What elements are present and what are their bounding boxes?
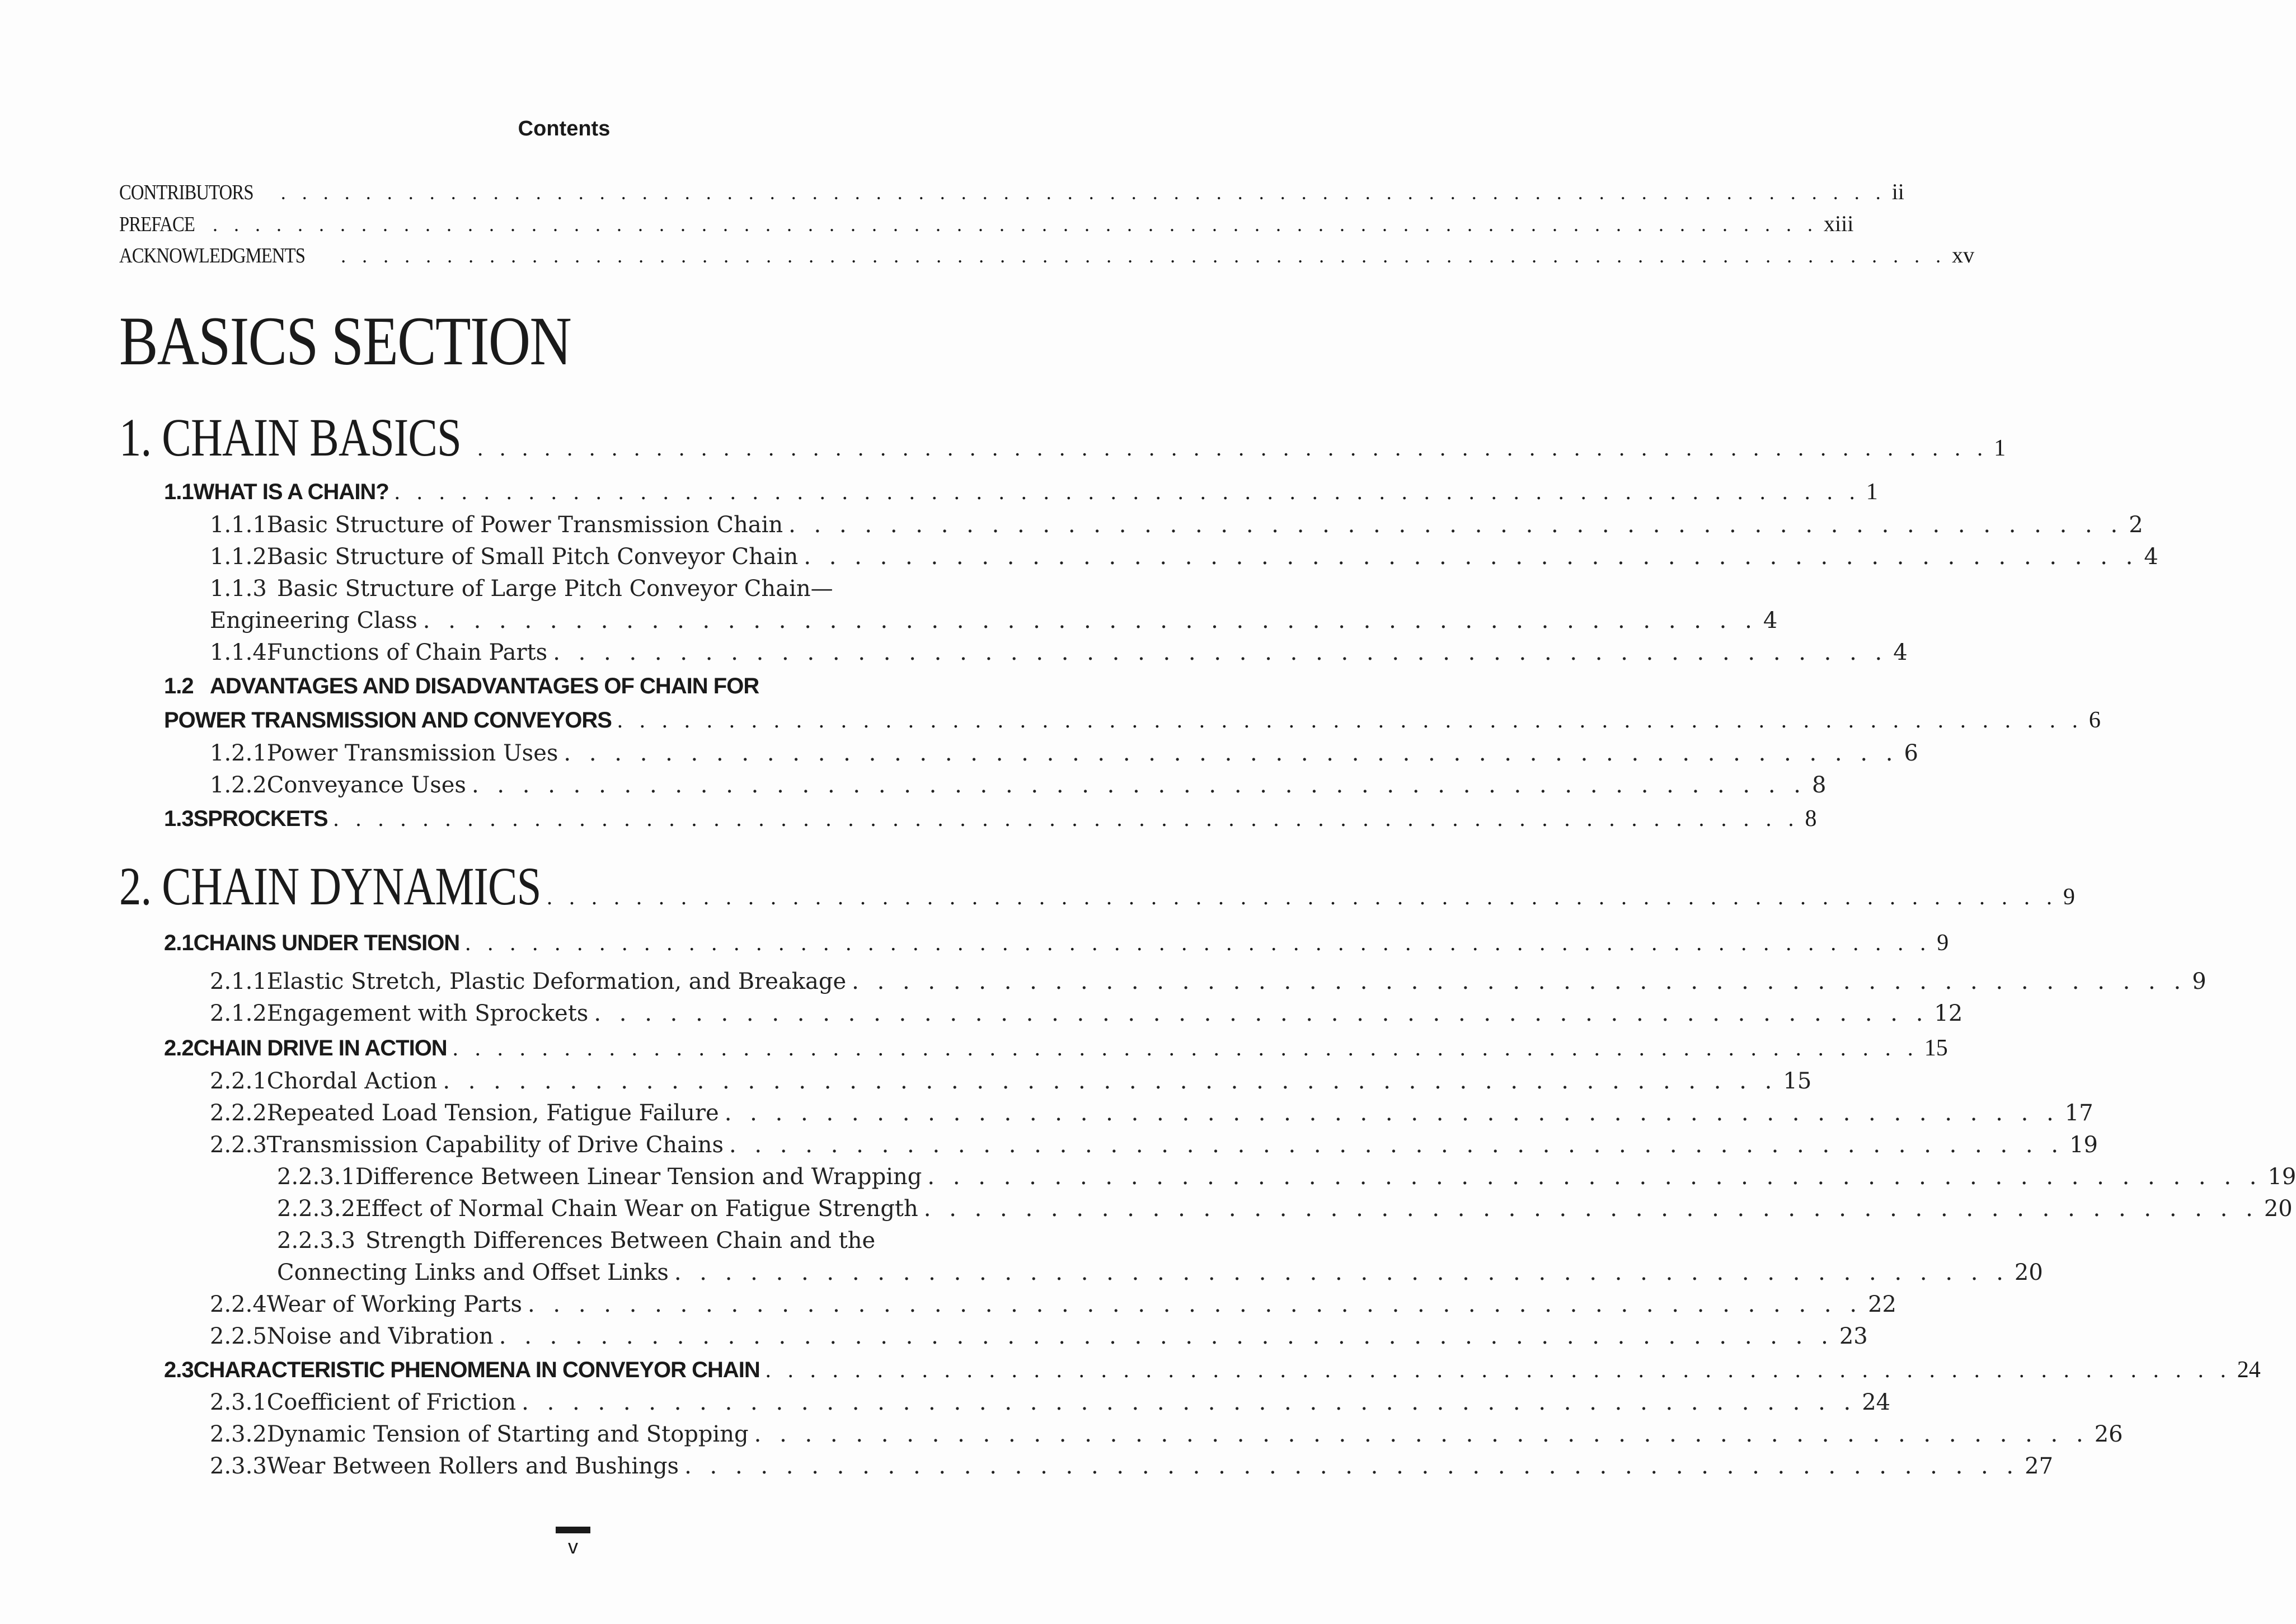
dot-leader: . . . . . . . . . . . . . . . . . . . . . . . . . . . . . . . . . . . . . . . . . . . . . . . . . . . . . bbox=[471, 772, 1806, 798]
toc-subsection-1-1-2[interactable] bbox=[210, 541, 2158, 573]
dot-leader: . . . . . . . . . . . . . . . . . . . . . . . . . . . . . . . . . . . . . . . . . . . . . . . . . . . . . . . . . . . . . . . . . . . . bbox=[477, 435, 1989, 461]
subsection-title: Chordal Action bbox=[266, 1068, 438, 1094]
dot-leader: . . . . . . . . . . . . . . . . . . . . . . . . . . . . . . . . . . . . . . . . . . . . . . . . . . . . . bbox=[724, 1100, 2059, 1126]
toc-entry-label: PREFACE bbox=[119, 213, 195, 236]
dot-leader: . . . . . . . . . . . . . . . . . . . . . . . . . . . . . . . . . . . . . . . . . . . . . . . . . . . . . bbox=[522, 1390, 1857, 1415]
dot-leader: . . . . . . . . . . . . . . . . . . . . . . . . . . . . . . . . . . . . . . . . . . . . . . . . . . . . . . . . . . . . . . . . . . bbox=[765, 1357, 2232, 1382]
section-number: 1.1 bbox=[164, 480, 194, 504]
dot-leader: . . . . . . . . . . . . . . . . . . . . . . . . . . . . . . . . . . . . . . . . . . . . . . . . . . . . . . . . . . . . . . . . . . bbox=[452, 1035, 1919, 1060]
subsection-title: Basic Structure of Small Pitch Conveyor Chain bbox=[266, 544, 799, 570]
toc-page-number: 12 bbox=[1934, 1001, 1963, 1026]
dot-leader: . . . . . . . . . . . . . . . . . . . . . . . . . . . . . . . . . . . . . . . . . . . . . . . . . . . . . . . . . . . . . . . . . . . . . . . . . . . . bbox=[280, 181, 1886, 204]
page-number: v bbox=[568, 1535, 578, 1558]
toc-section-2-1[interactable] bbox=[164, 926, 1949, 960]
subsection-title: Wear Between Rollers and Bushings bbox=[266, 1453, 679, 1479]
toc-entry-acknowledgments[interactable] bbox=[119, 240, 1975, 271]
toc-chapter-2[interactable] bbox=[119, 853, 2076, 920]
toc-section-1-1[interactable] bbox=[164, 475, 1878, 509]
item-title: Effect of Normal Chain Wear on Fatigue Strength bbox=[355, 1196, 918, 1222]
dot-leader: . . . . . . . . . . . . . . . . . . . . . . . . . . . . . . . . . . . . . . . . . . . . . . . . . . . . . . . . . . . . . . . . . . . . bbox=[547, 884, 2058, 909]
toc-page-number: 1 bbox=[1866, 479, 1878, 505]
toc-subsection-2-2-1[interactable] bbox=[210, 1066, 1812, 1097]
toc-page-number: 8 bbox=[1812, 772, 1827, 798]
toc-page-number: 19 bbox=[2069, 1132, 2098, 1158]
subsection-number: 1.1.4 bbox=[210, 640, 267, 665]
section-number: 2.2 bbox=[164, 1036, 194, 1060]
toc-item-2-2-3-3-cont[interactable] bbox=[277, 1257, 2043, 1289]
toc-page-number: 24 bbox=[1862, 1390, 1891, 1415]
subsection-number: 2.2.5 bbox=[210, 1323, 267, 1349]
dot-leader: . . . . . . . . . . . . . . . . . . . . . . . . . . . . . . . . . . . . . . . . . . . . . . . . . . . . . bbox=[499, 1323, 1834, 1349]
subsection-title: Coefficient of Friction bbox=[266, 1390, 517, 1415]
subsection-title: Repeated Load Tension, Fatigue Failure bbox=[266, 1100, 719, 1126]
subsection-number: 2.2.3 bbox=[210, 1132, 267, 1158]
dot-leader: . . . . . . . . . . . . . . . . . . . . . . . . . . . . . . . . . . . . . . . . . . . . . . . . . . . . . bbox=[788, 512, 2124, 538]
dot-leader: . . . . . . . . . . . . . . . . . . . . . . . . . . . . . . . . . . . . . . . . . . . . . . . . . . . . . . . . . . . . . . . . . . . . . . . . . . . . bbox=[341, 245, 1947, 267]
toc-entry-contributors[interactable] bbox=[119, 177, 1904, 208]
toc-section-2-3[interactable] bbox=[164, 1353, 2261, 1387]
dot-leader: . . . . . . . . . . . . . . . . . . . . . . . . . . . . . . . . . . . . . . . . . . . . . . . . . . . . . . . . . . . . . . . . . . bbox=[394, 479, 1861, 504]
subsection-title: Functions of Chain Parts bbox=[266, 640, 548, 665]
toc-page-number: 24 bbox=[2237, 1357, 2261, 1383]
toc-page-number: 15 bbox=[1783, 1068, 1812, 1094]
section-number: 2.1 bbox=[164, 931, 194, 955]
dot-leader: . . . . . . . . . . . . . . . . . . . . . . . . . . . . . . . . . . . . . . . . . . . . . . . . . . . . . bbox=[553, 640, 1888, 665]
dot-leader: . . . . . . . . . . . . . . . . . . . . . . . . . . . . . . . . . . . . . . . . . . . . . . . . . . . . . . . . . . . . . . . . . . bbox=[333, 806, 1800, 831]
subsection-number: 2.2.1 bbox=[210, 1068, 267, 1094]
toc-subsection-2-3-3[interactable] bbox=[210, 1451, 2054, 1482]
dot-leader: . . . . . . . . . . . . . . . . . . . . . . . . . . . . . . . . . . . . . . . . . . . . . . . . . . . . . bbox=[804, 544, 2139, 570]
dot-leader: . . . . . . . . . . . . . . . . . . . . . . . . . . . . . . . . . . . . . . . . . . . . . . . . . . . . . . . . . . . . . . . . . . bbox=[465, 930, 1932, 955]
toc-subsection-1-1-3[interactable] bbox=[210, 573, 1009, 605]
folio-rule bbox=[556, 1527, 590, 1533]
toc-page-number: 23 bbox=[1839, 1323, 1868, 1349]
toc-page-number: 6 bbox=[1904, 740, 1918, 766]
section-title: CHARACTERISTIC PHENOMENA IN CONVEYOR CHAIN bbox=[193, 1358, 760, 1382]
item-title-continued: Connecting Links and Offset Links bbox=[277, 1260, 669, 1285]
dot-leader: . . . . . . . . . . . . . . . . . . . . . . . . . . . . . . . . . . . . . . . . . . . . . . . . . . . . . bbox=[754, 1421, 2089, 1447]
subsection-title: Conveyance Uses bbox=[266, 772, 466, 798]
toc-subsection-2-2-3[interactable] bbox=[210, 1129, 2098, 1161]
toc-subsection-2-3-2[interactable] bbox=[210, 1419, 2123, 1451]
toc-section-2-2[interactable] bbox=[164, 1031, 1948, 1065]
subsection-title: Basic Structure of Large Pitch Conveyor Chain— bbox=[277, 576, 833, 602]
toc-subsection-2-1-2[interactable] bbox=[210, 998, 1963, 1030]
subsection-title: Engagement with Sprockets bbox=[266, 1001, 589, 1026]
toc-item-2-2-3-3[interactable] bbox=[277, 1225, 1009, 1257]
toc-page-number: ii bbox=[1891, 179, 1904, 204]
section-title-continued: POWER TRANSMISSION AND CONVEYORS bbox=[164, 708, 612, 733]
toc-page-number: 9 bbox=[2063, 884, 2076, 910]
section-number: 1.3 bbox=[164, 806, 194, 831]
toc-entry-preface[interactable] bbox=[119, 209, 1854, 240]
toc-page-number: 9 bbox=[2192, 969, 2206, 994]
subsection-title: Basic Structure of Power Transmission Chain bbox=[266, 512, 783, 538]
item-title: Difference Between Linear Tension and Wrapping bbox=[355, 1164, 922, 1190]
toc-subsection-2-1-1[interactable] bbox=[210, 966, 2206, 998]
subsection-number: 1.1.1 bbox=[210, 512, 267, 538]
toc-subsection-1-1-3-cont[interactable] bbox=[210, 605, 1778, 637]
toc-subsection-1-2-2[interactable] bbox=[210, 769, 1827, 801]
toc-page-number: 22 bbox=[1868, 1292, 1896, 1317]
toc-entry-label: ACKNOWLEDGMENTS bbox=[119, 244, 306, 267]
subsection-number: 2.3.1 bbox=[210, 1390, 267, 1415]
toc-chapter-1[interactable] bbox=[119, 404, 2006, 471]
toc-subsection-2-2-5[interactable] bbox=[210, 1321, 1868, 1353]
dot-leader: . . . . . . . . . . . . . . . . . . . . . . . . . . . . . . . . . . . . . . . . . . . . . . . . . . . . . . . . . . . . . . . . . . . . . . . . . . . . bbox=[213, 213, 1819, 236]
subsection-title: Noise and Vibration bbox=[266, 1323, 494, 1349]
section-title: CHAINS UNDER TENSION bbox=[193, 931, 460, 955]
dot-leader: . . . . . . . . . . . . . . . . . . . . . . . . . . . . . . . . . . . . . . . . . . . . . . . . . . . . . bbox=[528, 1292, 1863, 1317]
toc-page-number: 20 bbox=[2014, 1260, 2043, 1285]
dot-leader: . . . . . . . . . . . . . . . . . . . . . . . . . . . . . . . . . . . . . . . . . . . . . . . . . . . . . . . . . . . . . . . . . . bbox=[617, 707, 2083, 733]
toc-page-number: 8 bbox=[1805, 806, 1817, 832]
dot-leader: . . . . . . . . . . . . . . . . . . . . . . . . . . . . . . . . . . . . . . . . . . . . . . . . . . . . . bbox=[443, 1068, 1778, 1094]
dot-leader: . . . . . . . . . . . . . . . . . . . . . . . . . . . . . . . . . . . . . . . . . . . . . . . . . . . . . bbox=[684, 1453, 2020, 1479]
section-title: ADVANTAGES AND DISADVANTAGES OF CHAIN FOR bbox=[210, 674, 759, 698]
dot-leader: . . . . . . . . . . . . . . . . . . . . . . . . . . . . . . . . . . . . . . . . . . . . . . . . . . . . . bbox=[594, 1001, 1929, 1026]
section-heading: BASICS SECTION bbox=[119, 303, 571, 379]
section-title: CHAIN DRIVE IN ACTION bbox=[193, 1036, 447, 1060]
subsection-number: 2.3.3 bbox=[210, 1453, 267, 1479]
toc-subsection-2-2-2[interactable] bbox=[210, 1097, 2093, 1129]
section-number: 1.2 bbox=[164, 674, 194, 698]
toc-page-number: 9 bbox=[1937, 930, 1949, 956]
subsection-number: 2.2.2 bbox=[210, 1100, 267, 1126]
section-title: SPROCKETS bbox=[193, 806, 328, 831]
subsection-number: 2.1.2 bbox=[210, 1001, 267, 1026]
subsection-number: 1.2.1 bbox=[210, 740, 267, 766]
toc-subsection-1-1-1[interactable] bbox=[210, 509, 2143, 541]
dot-leader: . . . . . . . . . . . . . . . . . . . . . . . . . . . . . . . . . . . . . . . . . . . . . . . . . . . . . bbox=[923, 1196, 2259, 1222]
subsection-title-continued: Engineering Class bbox=[210, 608, 417, 633]
dot-leader: . . . . . . . . . . . . . . . . . . . . . . . . . . . . . . . . . . . . . . . . . . . . . . . . . . . . . bbox=[422, 608, 1758, 633]
toc-page-number: 17 bbox=[2064, 1100, 2093, 1126]
toc-item-2-2-3-1[interactable] bbox=[277, 1161, 2296, 1193]
toc-subsection-1-2-1[interactable] bbox=[210, 738, 1918, 769]
toc-entry-label: CONTRIBUTORS bbox=[119, 181, 253, 204]
subsection-title: Dynamic Tension of Starting and Stopping bbox=[266, 1421, 749, 1447]
toc-page-number: xiii bbox=[1824, 211, 1854, 236]
toc-page-number: 19 bbox=[2267, 1164, 2296, 1190]
toc-subsection-2-3-1[interactable] bbox=[210, 1387, 1891, 1419]
toc-page-number: 26 bbox=[2094, 1421, 2123, 1447]
subsection-title: Transmission Capability of Drive Chains bbox=[266, 1132, 724, 1158]
toc-subsection-2-2-4[interactable] bbox=[210, 1289, 1896, 1321]
section-number: 2.3 bbox=[164, 1358, 194, 1382]
toc-page-number: 15 bbox=[1924, 1035, 1948, 1061]
subsection-number: 2.1.1 bbox=[210, 969, 267, 994]
toc-page-number: 6 bbox=[2088, 707, 2101, 733]
subsection-title: Elastic Stretch, Plastic Deformation, and Breakage bbox=[266, 969, 847, 994]
chapter-title: 2. CHAIN DYNAMICS bbox=[119, 856, 541, 916]
section-title: WHAT IS A CHAIN? bbox=[193, 480, 389, 504]
toc-page-number: 4 bbox=[1763, 608, 1778, 633]
chapter-title: 1. CHAIN BASICS bbox=[119, 407, 462, 467]
toc-subsection-1-1-4[interactable] bbox=[210, 637, 1908, 669]
dot-leader: . . . . . . . . . . . . . . . . . . . . . . . . . . . . . . . . . . . . . . . . . . . . . . . . . . . . . bbox=[729, 1132, 2064, 1158]
toc-page-number: 2 bbox=[2129, 512, 2143, 538]
toc-page-number: 1 bbox=[1994, 435, 2006, 461]
toc-section-1-2-cont[interactable] bbox=[164, 703, 2101, 737]
subsection-number: 1.1.2 bbox=[210, 544, 267, 570]
item-number: 2.2.3.2 bbox=[277, 1196, 355, 1222]
subsection-number: 2.2.4 bbox=[210, 1292, 267, 1317]
dot-leader: . . . . . . . . . . . . . . . . . . . . . . . . . . . . . . . . . . . . . . . . . . . . . . . . . . . . . bbox=[927, 1164, 2262, 1190]
toc-page-number: 27 bbox=[2025, 1453, 2054, 1479]
item-number: 2.2.3.1 bbox=[277, 1164, 355, 1190]
toc-page-number: 4 bbox=[2144, 544, 2158, 570]
toc-page-number: 20 bbox=[2264, 1196, 2293, 1222]
toc-section-1-3[interactable] bbox=[164, 802, 1817, 836]
subsection-title: Wear of Working Parts bbox=[266, 1292, 522, 1317]
toc-item-2-2-3-2[interactable] bbox=[277, 1193, 2293, 1225]
subsection-number: 1.2.2 bbox=[210, 772, 267, 798]
dot-leader: . . . . . . . . . . . . . . . . . . . . . . . . . . . . . . . . . . . . . . . . . . . . . . . . . . . . . bbox=[674, 1260, 2009, 1285]
item-number: 2.2.3.3 bbox=[277, 1228, 355, 1254]
item-title: Strength Differences Between Chain and the bbox=[365, 1228, 876, 1254]
toc-page-number: 4 bbox=[1893, 640, 1908, 665]
dot-leader: . . . . . . . . . . . . . . . . . . . . . . . . . . . . . . . . . . . . . . . . . . . . . . . . . . . . . bbox=[564, 740, 1899, 766]
toc-page-number: xv bbox=[1952, 242, 1975, 267]
dot-leader: . . . . . . . . . . . . . . . . . . . . . . . . . . . . . . . . . . . . . . . . . . . . . . . . . . . . . bbox=[852, 969, 2187, 994]
subsection-number: 1.1.3 bbox=[210, 576, 267, 602]
page-title: Contents bbox=[518, 117, 611, 140]
subsection-number: 2.3.2 bbox=[210, 1421, 267, 1447]
subsection-title: Power Transmission Uses bbox=[266, 740, 558, 766]
toc-section-1-2[interactable] bbox=[164, 669, 1009, 703]
